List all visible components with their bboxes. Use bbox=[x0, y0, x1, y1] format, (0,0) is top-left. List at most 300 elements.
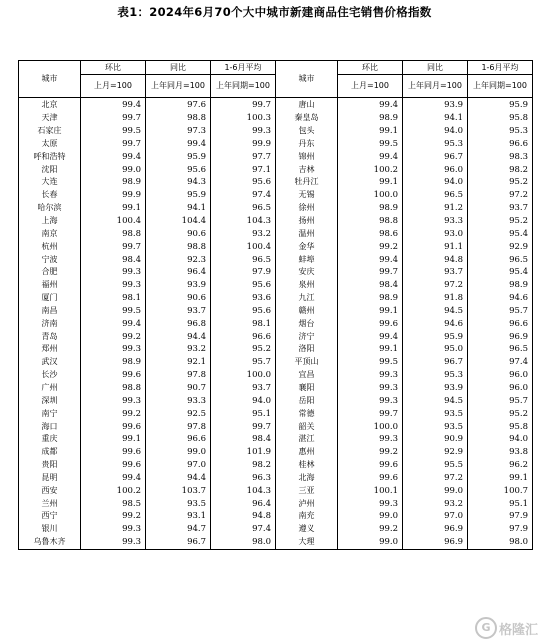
city-left-cell: 银川 bbox=[19, 523, 81, 536]
mom-right-cell: 99.2 bbox=[338, 446, 403, 459]
yoy-right-cell: 94.5 bbox=[403, 394, 468, 407]
city-right-cell: 常德 bbox=[276, 407, 338, 420]
city-right-cell: 泸州 bbox=[276, 497, 338, 510]
yoy-right-cell: 96.7 bbox=[403, 356, 468, 369]
avg-right-cell: 97.9 bbox=[468, 510, 533, 523]
table-row bbox=[19, 407, 533, 420]
yoy-left-cell: 93.9 bbox=[146, 279, 211, 292]
yoy-left-cell: 96.4 bbox=[146, 266, 211, 279]
yoy-left-cell: 94.4 bbox=[146, 471, 211, 484]
avg-left-cell: 97.1 bbox=[211, 163, 276, 176]
city-right-cell: 遵义 bbox=[276, 523, 338, 536]
table-row bbox=[19, 150, 533, 163]
yoy-right-cell: 93.5 bbox=[403, 420, 468, 433]
avg-left-cell: 94.0 bbox=[211, 394, 276, 407]
city-left-cell: 成都 bbox=[19, 446, 81, 459]
yoy-right-cell: 96.7 bbox=[403, 150, 468, 163]
mom-right-cell: 99.4 bbox=[338, 330, 403, 343]
yoy-right-cell: 93.7 bbox=[403, 266, 468, 279]
yoy-right-cell: 96.5 bbox=[403, 189, 468, 202]
city-right-cell: 平顶山 bbox=[276, 356, 338, 369]
mom-right-cell: 99.4 bbox=[338, 253, 403, 266]
watermark-icon: G bbox=[475, 617, 497, 639]
header-city: 城市 bbox=[276, 61, 338, 98]
mom-left-cell: 99.6 bbox=[81, 369, 146, 382]
price-index-table bbox=[18, 60, 533, 550]
avg-left-cell: 96.5 bbox=[211, 202, 276, 215]
yoy-right-cell: 93.3 bbox=[403, 215, 468, 228]
city-right-cell: 温州 bbox=[276, 227, 338, 240]
city-left-cell: 深圳 bbox=[19, 394, 81, 407]
header-mom-base: 上月=100 bbox=[338, 75, 403, 98]
city-right-cell: 烟台 bbox=[276, 317, 338, 330]
avg-left-cell: 99.3 bbox=[211, 125, 276, 138]
avg-right-cell: 96.0 bbox=[468, 382, 533, 395]
mom-left-cell: 98.9 bbox=[81, 356, 146, 369]
mom-left-cell: 99.7 bbox=[81, 240, 146, 253]
watermark-text: 格隆汇 bbox=[499, 622, 539, 638]
mom-right-cell: 100.2 bbox=[338, 163, 403, 176]
city-left-cell: 西宁 bbox=[19, 510, 81, 523]
avg-left-cell: 99.7 bbox=[211, 98, 276, 112]
mom-right-cell: 99.3 bbox=[338, 497, 403, 510]
city-right-cell: 蚌埠 bbox=[276, 253, 338, 266]
mom-right-cell: 98.9 bbox=[338, 202, 403, 215]
mom-left-cell: 99.7 bbox=[81, 138, 146, 151]
avg-right-cell: 100.7 bbox=[468, 484, 533, 497]
city-right-cell: 徐州 bbox=[276, 202, 338, 215]
avg-left-cell: 95.6 bbox=[211, 176, 276, 189]
city-right-cell: 北海 bbox=[276, 471, 338, 484]
avg-right-cell: 98.0 bbox=[468, 536, 533, 549]
mom-right-cell: 99.3 bbox=[338, 394, 403, 407]
avg-right-cell: 95.8 bbox=[468, 420, 533, 433]
table-row bbox=[19, 176, 533, 189]
yoy-left-cell: 90.7 bbox=[146, 382, 211, 395]
table-row bbox=[19, 163, 533, 176]
city-right-cell: 大理 bbox=[276, 536, 338, 549]
mom-left-cell: 99.5 bbox=[81, 125, 146, 138]
city-right-cell: 湛江 bbox=[276, 433, 338, 446]
city-left-cell: 宁波 bbox=[19, 253, 81, 266]
header-mom-base: 上月=100 bbox=[81, 75, 146, 98]
avg-right-cell: 95.4 bbox=[468, 266, 533, 279]
city-right-cell: 秦皇岛 bbox=[276, 112, 338, 125]
yoy-left-cell: 95.9 bbox=[146, 189, 211, 202]
avg-left-cell: 98.1 bbox=[211, 317, 276, 330]
yoy-right-cell: 91.1 bbox=[403, 240, 468, 253]
city-right-cell: 牡丹江 bbox=[276, 176, 338, 189]
mom-left-cell: 99.4 bbox=[81, 471, 146, 484]
yoy-right-cell: 94.1 bbox=[403, 112, 468, 125]
yoy-right-cell: 90.9 bbox=[403, 433, 468, 446]
city-right-cell: 泉州 bbox=[276, 279, 338, 292]
mom-right-cell: 99.1 bbox=[338, 343, 403, 356]
mom-right-cell: 99.6 bbox=[338, 471, 403, 484]
avg-right-cell: 96.5 bbox=[468, 253, 533, 266]
avg-left-cell: 96.4 bbox=[211, 497, 276, 510]
yoy-left-cell: 99.0 bbox=[146, 446, 211, 459]
table-row bbox=[19, 202, 533, 215]
avg-right-cell: 98.2 bbox=[468, 163, 533, 176]
yoy-left-cell: 93.2 bbox=[146, 343, 211, 356]
avg-left-cell: 97.4 bbox=[211, 523, 276, 536]
yoy-left-cell: 97.8 bbox=[146, 420, 211, 433]
yoy-left-cell: 97.0 bbox=[146, 459, 211, 472]
mom-right-cell: 98.9 bbox=[338, 292, 403, 305]
yoy-right-cell: 92.9 bbox=[403, 446, 468, 459]
mom-left-cell: 99.4 bbox=[81, 150, 146, 163]
avg-left-cell: 95.7 bbox=[211, 356, 276, 369]
avg-right-cell: 95.3 bbox=[468, 125, 533, 138]
mom-left-cell: 98.5 bbox=[81, 497, 146, 510]
avg-left-cell: 101.9 bbox=[211, 446, 276, 459]
mom-right-cell: 99.6 bbox=[338, 459, 403, 472]
yoy-left-cell: 93.1 bbox=[146, 510, 211, 523]
city-right-cell: 锦州 bbox=[276, 150, 338, 163]
yoy-right-cell: 94.6 bbox=[403, 317, 468, 330]
avg-right-cell: 95.7 bbox=[468, 394, 533, 407]
header-avg-base: 上年同期=100 bbox=[211, 75, 276, 98]
avg-right-cell: 96.6 bbox=[468, 317, 533, 330]
avg-left-cell: 100.4 bbox=[211, 240, 276, 253]
table-row bbox=[19, 369, 533, 382]
yoy-left-cell: 94.4 bbox=[146, 330, 211, 343]
mom-right-cell: 99.5 bbox=[338, 138, 403, 151]
yoy-left-cell: 97.6 bbox=[146, 98, 211, 112]
city-left-cell: 南京 bbox=[19, 227, 81, 240]
mom-right-cell: 99.3 bbox=[338, 433, 403, 446]
city-right-cell: 扬州 bbox=[276, 215, 338, 228]
avg-left-cell: 95.6 bbox=[211, 305, 276, 318]
yoy-left-cell: 90.6 bbox=[146, 227, 211, 240]
mom-right-cell: 99.1 bbox=[338, 305, 403, 318]
avg-left-cell: 98.4 bbox=[211, 433, 276, 446]
city-right-cell: 安庆 bbox=[276, 266, 338, 279]
city-right-cell: 岳阳 bbox=[276, 394, 338, 407]
yoy-left-cell: 104.4 bbox=[146, 215, 211, 228]
header-avg-base: 上年同期=100 bbox=[468, 75, 533, 98]
city-left-cell: 哈尔滨 bbox=[19, 202, 81, 215]
city-left-cell: 石家庄 bbox=[19, 125, 81, 138]
city-left-cell: 上海 bbox=[19, 215, 81, 228]
avg-left-cell: 94.8 bbox=[211, 510, 276, 523]
mom-left-cell: 99.3 bbox=[81, 394, 146, 407]
yoy-left-cell: 97.8 bbox=[146, 369, 211, 382]
yoy-right-cell: 93.0 bbox=[403, 227, 468, 240]
avg-right-cell: 95.2 bbox=[468, 176, 533, 189]
yoy-left-cell: 93.5 bbox=[146, 497, 211, 510]
yoy-left-cell: 96.7 bbox=[146, 536, 211, 549]
table-row bbox=[19, 471, 533, 484]
mom-left-cell: 98.8 bbox=[81, 382, 146, 395]
mom-left-cell: 98.1 bbox=[81, 292, 146, 305]
table-row bbox=[19, 125, 533, 138]
avg-right-cell: 93.8 bbox=[468, 446, 533, 459]
table-row bbox=[19, 536, 533, 549]
yoy-left-cell: 99.4 bbox=[146, 138, 211, 151]
yoy-left-cell: 92.3 bbox=[146, 253, 211, 266]
mom-left-cell: 99.3 bbox=[81, 279, 146, 292]
yoy-right-cell: 95.0 bbox=[403, 343, 468, 356]
table-row bbox=[19, 382, 533, 395]
header-city: 城市 bbox=[19, 61, 81, 98]
table-row bbox=[19, 343, 533, 356]
table-row bbox=[19, 330, 533, 343]
mom-right-cell: 99.0 bbox=[338, 510, 403, 523]
table-row bbox=[19, 433, 533, 446]
city-left-cell: 广州 bbox=[19, 382, 81, 395]
table-row bbox=[19, 279, 533, 292]
mom-left-cell: 99.7 bbox=[81, 112, 146, 125]
yoy-right-cell: 94.8 bbox=[403, 253, 468, 266]
yoy-right-cell: 96.0 bbox=[403, 163, 468, 176]
avg-left-cell: 100.3 bbox=[211, 112, 276, 125]
mom-right-cell: 99.7 bbox=[338, 266, 403, 279]
city-left-cell: 乌鲁木齐 bbox=[19, 536, 81, 549]
mom-left-cell: 99.0 bbox=[81, 163, 146, 176]
avg-left-cell: 104.3 bbox=[211, 215, 276, 228]
city-right-cell: 济宁 bbox=[276, 330, 338, 343]
mom-left-cell: 99.6 bbox=[81, 446, 146, 459]
header-mom: 环比 bbox=[81, 61, 146, 75]
watermark-logo bbox=[475, 616, 545, 640]
yoy-right-cell: 95.3 bbox=[403, 138, 468, 151]
avg-left-cell: 104.3 bbox=[211, 484, 276, 497]
page-title: 表1：2024年6月70个大中城市新建商品住宅销售价格指数 bbox=[117, 5, 432, 19]
yoy-left-cell: 97.3 bbox=[146, 125, 211, 138]
mom-left-cell: 99.3 bbox=[81, 343, 146, 356]
avg-left-cell: 95.1 bbox=[211, 407, 276, 420]
mom-right-cell: 99.1 bbox=[338, 125, 403, 138]
city-right-cell: 赣州 bbox=[276, 305, 338, 318]
city-left-cell: 武汉 bbox=[19, 356, 81, 369]
avg-right-cell: 97.4 bbox=[468, 356, 533, 369]
yoy-left-cell: 94.7 bbox=[146, 523, 211, 536]
header-avg: 1-6月平均 bbox=[468, 61, 533, 75]
avg-left-cell: 99.9 bbox=[211, 138, 276, 151]
yoy-left-cell: 92.1 bbox=[146, 356, 211, 369]
mom-right-cell: 100.1 bbox=[338, 484, 403, 497]
city-left-cell: 海口 bbox=[19, 420, 81, 433]
mom-left-cell: 99.6 bbox=[81, 420, 146, 433]
city-right-cell: 三亚 bbox=[276, 484, 338, 497]
table-row bbox=[19, 510, 533, 523]
mom-right-cell: 99.1 bbox=[338, 176, 403, 189]
avg-left-cell: 93.2 bbox=[211, 227, 276, 240]
avg-left-cell: 97.4 bbox=[211, 189, 276, 202]
city-left-cell: 合肥 bbox=[19, 266, 81, 279]
mom-right-cell: 99.4 bbox=[338, 150, 403, 163]
table-row bbox=[19, 138, 533, 151]
city-right-cell: 惠州 bbox=[276, 446, 338, 459]
avg-right-cell: 93.7 bbox=[468, 202, 533, 215]
mom-right-cell: 99.7 bbox=[338, 407, 403, 420]
mom-left-cell: 99.3 bbox=[81, 523, 146, 536]
yoy-right-cell: 91.2 bbox=[403, 202, 468, 215]
avg-right-cell: 95.7 bbox=[468, 305, 533, 318]
yoy-left-cell: 98.8 bbox=[146, 240, 211, 253]
mom-left-cell: 99.5 bbox=[81, 305, 146, 318]
yoy-left-cell: 90.6 bbox=[146, 292, 211, 305]
header-mom: 环比 bbox=[338, 61, 403, 75]
yoy-right-cell: 94.5 bbox=[403, 305, 468, 318]
city-right-cell: 吉林 bbox=[276, 163, 338, 176]
city-right-cell: 九江 bbox=[276, 292, 338, 305]
table-row bbox=[19, 459, 533, 472]
table-body bbox=[19, 98, 533, 550]
mom-left-cell: 99.2 bbox=[81, 330, 146, 343]
city-left-cell: 贵阳 bbox=[19, 459, 81, 472]
city-left-cell: 呼和浩特 bbox=[19, 150, 81, 163]
mom-left-cell: 99.1 bbox=[81, 433, 146, 446]
city-left-cell: 太原 bbox=[19, 138, 81, 151]
avg-right-cell: 95.9 bbox=[468, 98, 533, 112]
city-left-cell: 昆明 bbox=[19, 471, 81, 484]
mom-left-cell: 99.2 bbox=[81, 407, 146, 420]
mom-left-cell: 98.8 bbox=[81, 227, 146, 240]
table-row bbox=[19, 446, 533, 459]
header-yoy: 同比 bbox=[146, 61, 211, 75]
table-row bbox=[19, 227, 533, 240]
yoy-right-cell: 91.8 bbox=[403, 292, 468, 305]
header-yoy-base: 上年同月=100 bbox=[146, 75, 211, 98]
avg-left-cell: 98.0 bbox=[211, 536, 276, 549]
city-right-cell: 丹东 bbox=[276, 138, 338, 151]
avg-right-cell: 96.5 bbox=[468, 343, 533, 356]
yoy-left-cell: 96.6 bbox=[146, 433, 211, 446]
avg-right-cell: 96.2 bbox=[468, 459, 533, 472]
avg-left-cell: 98.2 bbox=[211, 459, 276, 472]
yoy-right-cell: 97.2 bbox=[403, 279, 468, 292]
mom-right-cell: 99.3 bbox=[338, 382, 403, 395]
yoy-left-cell: 94.3 bbox=[146, 176, 211, 189]
mom-right-cell: 99.5 bbox=[338, 356, 403, 369]
avg-left-cell: 97.9 bbox=[211, 266, 276, 279]
mom-right-cell: 100.0 bbox=[338, 420, 403, 433]
table-row bbox=[19, 240, 533, 253]
city-left-cell: 重庆 bbox=[19, 433, 81, 446]
mom-right-cell: 100.0 bbox=[338, 189, 403, 202]
header-yoy: 同比 bbox=[403, 61, 468, 75]
city-left-cell: 西安 bbox=[19, 484, 81, 497]
mom-left-cell: 99.9 bbox=[81, 189, 146, 202]
mom-left-cell: 99.3 bbox=[81, 536, 146, 549]
yoy-left-cell: 93.7 bbox=[146, 305, 211, 318]
mom-left-cell: 100.2 bbox=[81, 484, 146, 497]
mom-right-cell: 99.2 bbox=[338, 240, 403, 253]
mom-right-cell: 99.4 bbox=[338, 98, 403, 112]
avg-left-cell: 96.3 bbox=[211, 471, 276, 484]
avg-left-cell: 93.6 bbox=[211, 292, 276, 305]
mom-left-cell: 99.6 bbox=[81, 459, 146, 472]
avg-right-cell: 95.1 bbox=[468, 497, 533, 510]
table-row bbox=[19, 98, 533, 112]
mom-right-cell: 98.6 bbox=[338, 227, 403, 240]
mom-left-cell: 99.2 bbox=[81, 510, 146, 523]
yoy-left-cell: 92.5 bbox=[146, 407, 211, 420]
yoy-right-cell: 95.5 bbox=[403, 459, 468, 472]
table-row bbox=[19, 305, 533, 318]
yoy-right-cell: 93.2 bbox=[403, 497, 468, 510]
city-right-cell: 唐山 bbox=[276, 98, 338, 112]
mom-right-cell: 99.6 bbox=[338, 317, 403, 330]
avg-right-cell: 97.9 bbox=[468, 523, 533, 536]
table-row bbox=[19, 253, 533, 266]
yoy-right-cell: 93.9 bbox=[403, 98, 468, 112]
table-row bbox=[19, 215, 533, 228]
city-left-cell: 长沙 bbox=[19, 369, 81, 382]
avg-right-cell: 98.9 bbox=[468, 279, 533, 292]
avg-left-cell: 95.6 bbox=[211, 279, 276, 292]
mom-left-cell: 99.1 bbox=[81, 202, 146, 215]
city-left-cell: 济南 bbox=[19, 317, 81, 330]
city-left-cell: 大连 bbox=[19, 176, 81, 189]
city-left-cell: 南昌 bbox=[19, 305, 81, 318]
city-left-cell: 南宁 bbox=[19, 407, 81, 420]
mom-left-cell: 98.4 bbox=[81, 253, 146, 266]
yoy-left-cell: 94.1 bbox=[146, 202, 211, 215]
table-row bbox=[19, 266, 533, 279]
avg-right-cell: 95.2 bbox=[468, 215, 533, 228]
header-avg: 1-6月平均 bbox=[211, 61, 276, 75]
yoy-right-cell: 99.0 bbox=[403, 484, 468, 497]
mom-left-cell: 99.4 bbox=[81, 98, 146, 112]
yoy-right-cell: 96.9 bbox=[403, 536, 468, 549]
city-left-cell: 郑州 bbox=[19, 343, 81, 356]
table-row bbox=[19, 394, 533, 407]
table-row bbox=[19, 356, 533, 369]
yoy-right-cell: 97.2 bbox=[403, 471, 468, 484]
avg-right-cell: 94.6 bbox=[468, 292, 533, 305]
city-right-cell: 南充 bbox=[276, 510, 338, 523]
yoy-right-cell: 97.0 bbox=[403, 510, 468, 523]
mom-right-cell: 99.3 bbox=[338, 369, 403, 382]
city-right-cell: 洛阳 bbox=[276, 343, 338, 356]
city-right-cell: 宜昌 bbox=[276, 369, 338, 382]
avg-right-cell: 94.0 bbox=[468, 433, 533, 446]
city-right-cell: 无锡 bbox=[276, 189, 338, 202]
yoy-left-cell: 103.7 bbox=[146, 484, 211, 497]
header-yoy-base: 上年同月=100 bbox=[403, 75, 468, 98]
city-left-cell: 福州 bbox=[19, 279, 81, 292]
avg-left-cell: 100.0 bbox=[211, 369, 276, 382]
table-row bbox=[19, 189, 533, 202]
avg-left-cell: 96.6 bbox=[211, 330, 276, 343]
yoy-right-cell: 94.0 bbox=[403, 176, 468, 189]
city-left-cell: 兰州 bbox=[19, 497, 81, 510]
city-left-cell: 北京 bbox=[19, 98, 81, 112]
yoy-right-cell: 93.9 bbox=[403, 382, 468, 395]
yoy-right-cell: 95.9 bbox=[403, 330, 468, 343]
mom-left-cell: 99.4 bbox=[81, 317, 146, 330]
yoy-left-cell: 96.8 bbox=[146, 317, 211, 330]
avg-right-cell: 96.0 bbox=[468, 369, 533, 382]
city-left-cell: 青岛 bbox=[19, 330, 81, 343]
mom-right-cell: 99.0 bbox=[338, 536, 403, 549]
avg-right-cell: 92.9 bbox=[468, 240, 533, 253]
city-right-cell: 桂林 bbox=[276, 459, 338, 472]
city-left-cell: 杭州 bbox=[19, 240, 81, 253]
city-right-cell: 韶关 bbox=[276, 420, 338, 433]
table-row bbox=[19, 484, 533, 497]
mom-left-cell: 100.4 bbox=[81, 215, 146, 228]
city-right-cell: 襄阳 bbox=[276, 382, 338, 395]
yoy-left-cell: 95.9 bbox=[146, 150, 211, 163]
avg-left-cell: 96.5 bbox=[211, 253, 276, 266]
avg-right-cell: 95.2 bbox=[468, 407, 533, 420]
city-right-cell: 金华 bbox=[276, 240, 338, 253]
